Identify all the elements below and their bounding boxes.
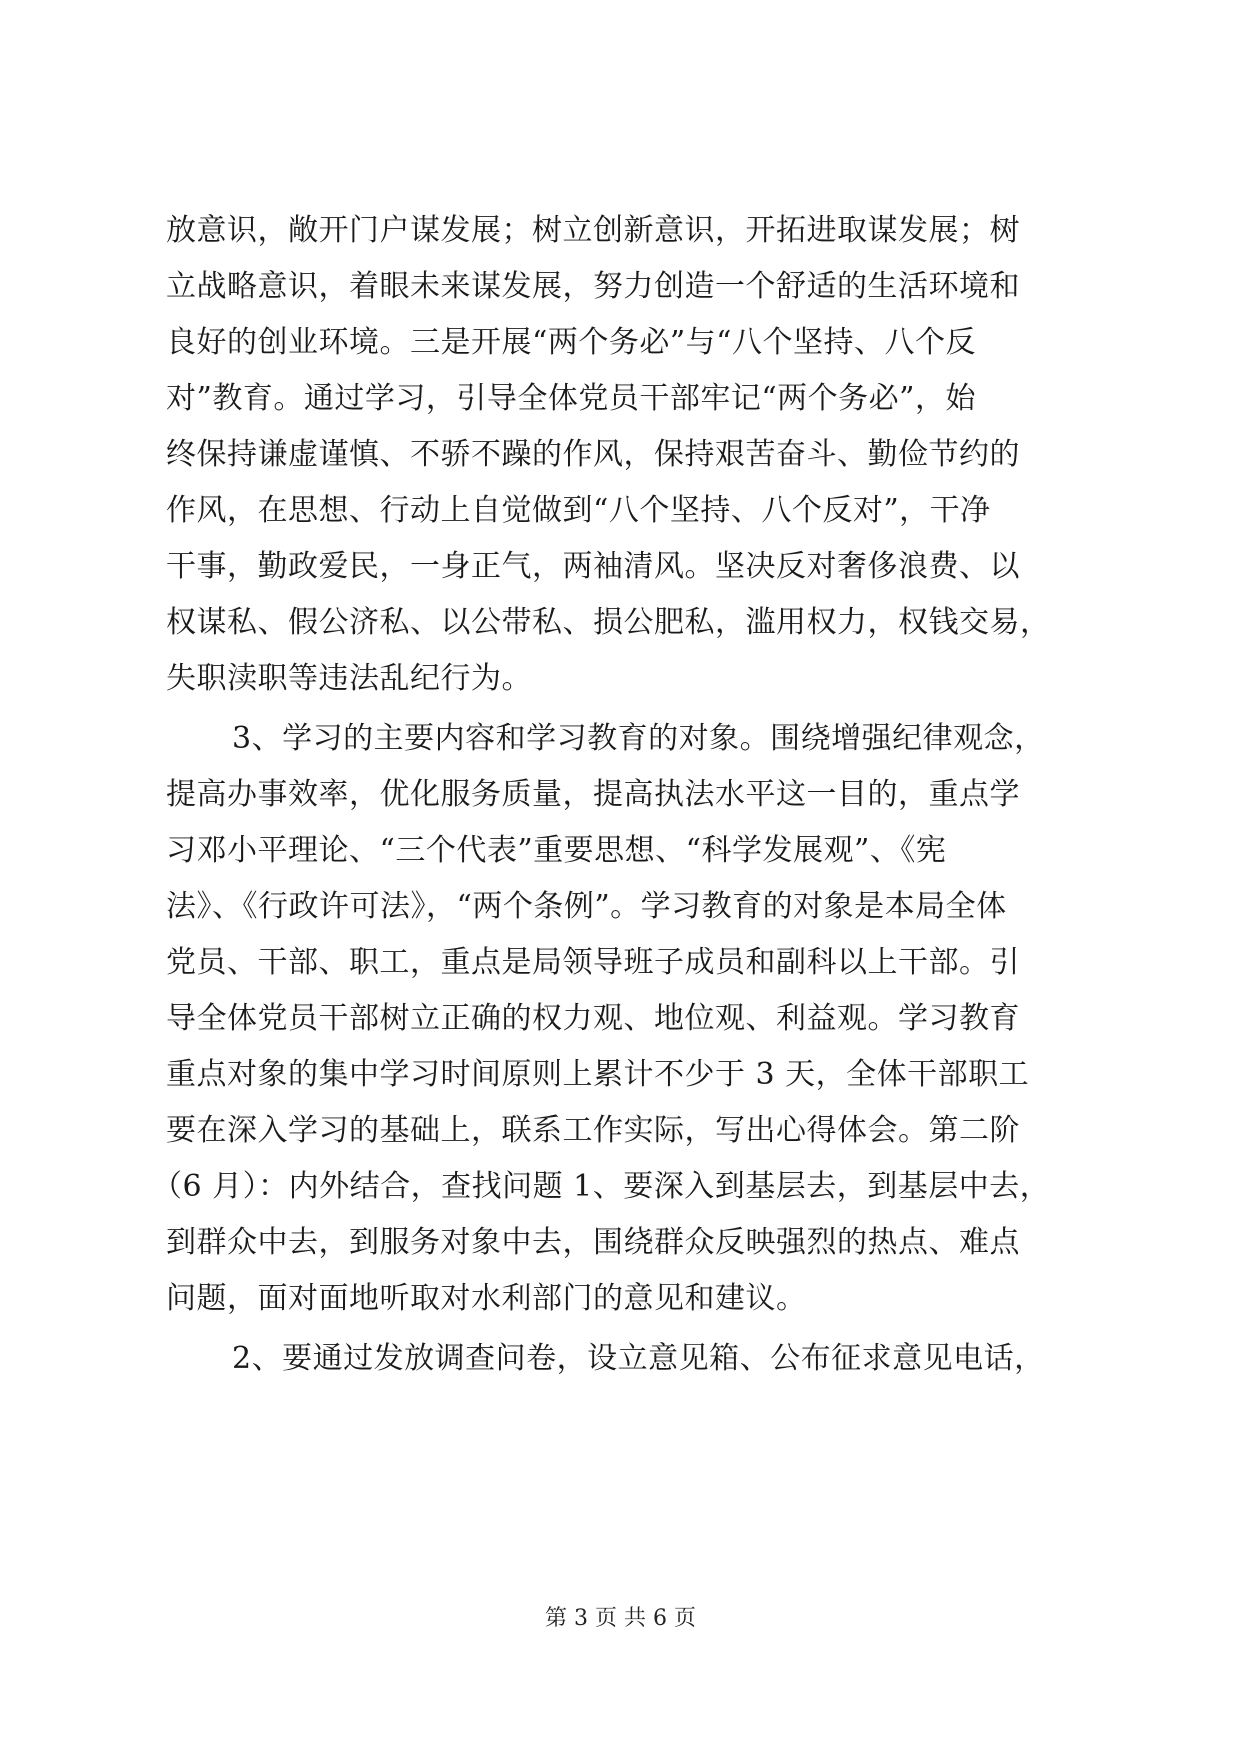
text-line: 良好的创业环境。三是开展“两个务必”与“八个坚持、八个反	[166, 325, 977, 360]
text-line: 作风，在思想、行动上自觉做到“八个坚持、八个反对”，干净	[166, 493, 991, 528]
text-line: 导全体党员干部树立正确的权力观、地位观、利益观。学习教育	[166, 1001, 1020, 1036]
text-line: （6 月）：内外结合，查找问题 1、要深入到基层去，到基层中去，	[152, 1169, 1051, 1204]
text-line: 到群众中去，到服务对象中去，围绕群众反映强烈的热点、难点	[166, 1225, 1020, 1260]
text-line: 失职渎职等违法乱纪行为。	[166, 661, 532, 696]
text-line: 放意识，敞开门户谋发展；树立创新意识，开拓进取谋发展；树	[166, 213, 1020, 248]
paragraph-first-line: 3、学习的主要内容和学习教育的对象。围绕增强纪律观念，	[232, 721, 1045, 756]
text-line: 立战略意识，着眼未来谋发展，努力创造一个舒适的生活环境和	[166, 269, 1020, 304]
text-line: 权谋私、假公济私、以公带私、损公肥私，滥用权力，权钱交易，	[166, 605, 1051, 640]
text-line: 党员、干部、职工，重点是局领导班子成员和副科以上干部。引	[166, 945, 1020, 980]
text-line: 问题，面对面地听取对水利部门的意见和建议。	[166, 1281, 807, 1316]
text-line: 要在深入学习的基础上，联系工作实际，写出心得体会。第二阶	[166, 1113, 1020, 1148]
text-line: 法》、《行政许可法》，“两个条例”。学习教育的对象是本局全体	[166, 889, 1007, 924]
text-line: 终保持谦虚谨慎、不骄不躁的作风，保持艰苦奋斗、勤俭节约的	[166, 437, 1020, 472]
page-number-footer: 第 3 页 共 6 页	[545, 1606, 696, 1631]
text-line: 对”教育。通过学习，引导全体党员干部牢记“两个务必”，始	[166, 381, 977, 416]
text-line: 重点对象的集中学习时间原则上累计不少于 3 天，全体干部职工	[166, 1057, 1030, 1092]
paragraph-first-line: 2、要通过发放调查问卷，设立意见箱、公布征求意见电话，	[232, 1341, 1045, 1376]
text-line: 提高办事效率，优化服务质量，提高执法水平这一目的，重点学	[166, 777, 1020, 812]
text-line: 习邓小平理论、“三个代表”重要思想、“科学发展观”、《宪	[166, 833, 947, 868]
text-line: 干事，勤政爱民，一身正气，两袖清风。坚决反对奢侈浪费、以	[166, 549, 1020, 584]
